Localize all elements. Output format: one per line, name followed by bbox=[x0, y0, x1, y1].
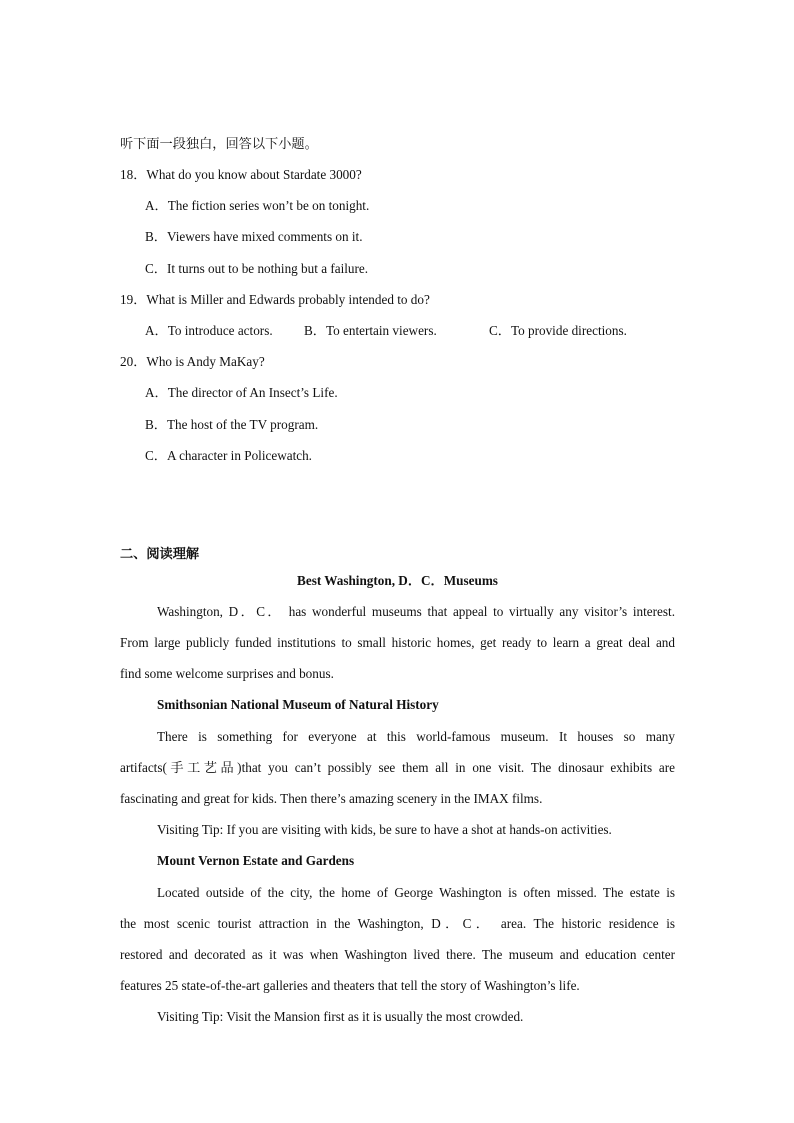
question-20-option-a: A．The director of An Insect’s Life. bbox=[145, 385, 338, 400]
listening-instruction: 听下面一段独白，回答以下小题。 bbox=[120, 136, 318, 151]
question-20-option-c: C．A character in Policewatch. bbox=[145, 448, 312, 463]
museum-2-line-3: restored and decorated as it was when Washington lived there. The museum and education center bbox=[120, 947, 675, 962]
question-18-stem: 18．What do you know about Stardate 3000? bbox=[120, 167, 362, 182]
reading-section-title: 二、阅读理解 bbox=[120, 546, 200, 561]
museum-2-line-4: features 25 state-of-the-art galleries and theaters that tell the story of Washington’s life. bbox=[120, 978, 580, 993]
question-18-option-b: B．Viewers have mixed comments on it. bbox=[145, 229, 363, 244]
question-19-option-a: A．To introduce actors. bbox=[145, 323, 273, 338]
question-19-option-c: C．To provide directions. bbox=[489, 323, 627, 338]
museum-1-line-2: artifacts(手工艺品)that you can’t possibly see them all in one visit. The dinosaur exhibits are bbox=[120, 760, 675, 775]
question-19-stem: 19．What is Miller and Edwards probably intended to do? bbox=[120, 292, 430, 307]
passage-title: Best Washington, D．C．Museums bbox=[297, 573, 498, 588]
museum-1-name: Smithsonian National Museum of Natural History bbox=[157, 697, 439, 712]
intro-line-3: find some welcome surprises and bonus. bbox=[120, 666, 334, 681]
museum-2-line-2: the most scenic tourist attraction in the Washington, D．C． area. The historic residence is bbox=[120, 916, 675, 931]
museum-2-tip: Visiting Tip: Visit the Mansion first as it is usually the most crowded. bbox=[157, 1009, 524, 1024]
question-19-option-b: B．To entertain viewers. bbox=[304, 323, 437, 338]
intro-line-1: Washington, D．C． has wonderful museums that appeal to virtually any visitor’s interest. bbox=[157, 604, 675, 619]
museum-2-name: Mount Vernon Estate and Gardens bbox=[157, 853, 355, 868]
museum-1-tip: Visiting Tip: If you are visiting with kids, be sure to have a shot at hands-on activities. bbox=[157, 822, 612, 837]
museum-1-line-1: There is something for everyone at this world-famous museum. It houses so many bbox=[157, 729, 675, 744]
question-20-option-b: B．The host of the TV program. bbox=[145, 417, 319, 432]
intro-line-2: From large publicly funded institutions to small historic homes, get ready to learn a great deal and bbox=[120, 635, 675, 650]
question-18-option-a: A．The fiction series won’t be on tonight. bbox=[145, 198, 370, 213]
question-20-stem: 20．Who is Andy MaKay? bbox=[120, 354, 265, 369]
museum-1-line-3: fascinating and great for kids. Then there’s amazing scenery in the IMAX films. bbox=[120, 791, 543, 806]
museum-2-line-1: Located outside of the city, the home of George Washington is often missed. The estate is bbox=[157, 885, 675, 900]
question-18-option-c: C．It turns out to be nothing but a failure. bbox=[145, 261, 369, 276]
